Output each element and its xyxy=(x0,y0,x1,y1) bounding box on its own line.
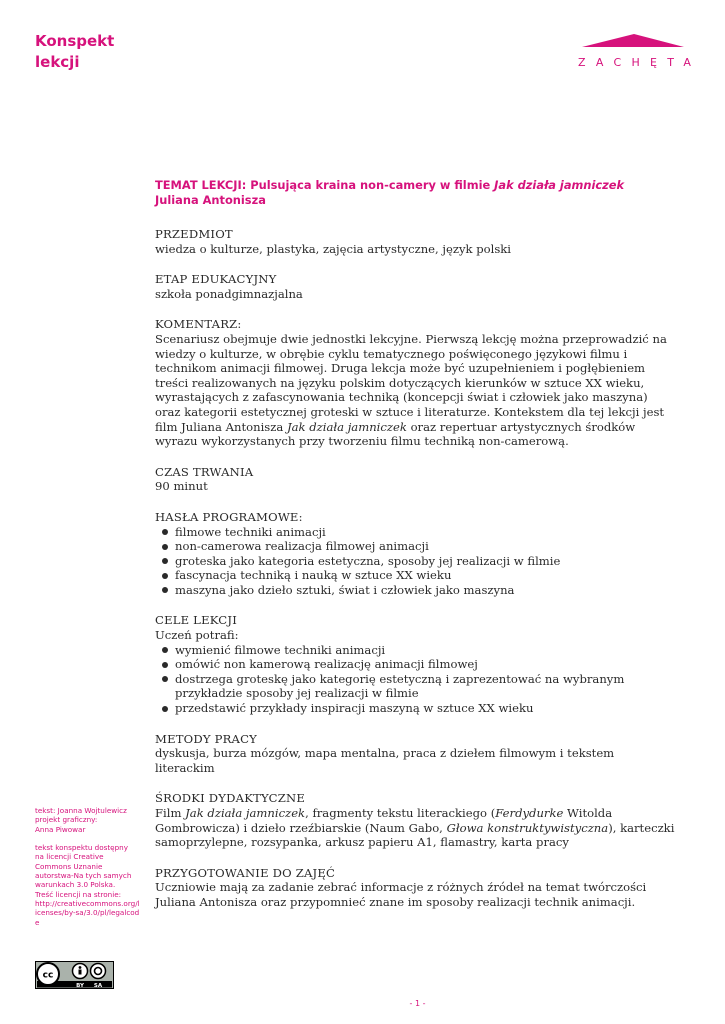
page-number: - 1 - xyxy=(409,999,426,1008)
logo-wordmark: ZACHĘTA xyxy=(578,56,702,69)
section-text: szkoła ponadgimnazjalna xyxy=(155,286,303,301)
section-heading: KOMENTARZ: xyxy=(155,317,242,332)
section-heading: PRZEDMIOT xyxy=(155,227,233,241)
text-run: ), karteczki samoprzylepne, rozsypanka, arkusz papieru A1, flamastry, karta pracy xyxy=(155,820,675,850)
text-run: Scenariusz obejmuje dwie jednostki lekcyjne. Pierwszą lekcję można przeprowadzić na wiedzy o kulturze, w obrębie cyklu tematycznego poświęconego językowi filmu i technikom animacji filmowej. Druga lekcja może być uzupełnieniem i pogłębieniem treści realizowanych na języku polskim dotyczących kierunków w sztuce XX wieku, wyrastających z zafascynowania techniką (koncepcji świat i człowiek jako maszyna) oraz kategorii estetycznej groteski w sztuce i literaturze. Kontekstem dla tej lekcji jest film Juliana Antonisza xyxy=(155,331,667,434)
section-heading: PRZYGOTOWANIE DO ZAJĘĆ xyxy=(155,865,336,880)
list-item: dostrzega groteskę jako kategorię estetyczną i zaprezentować na wybranym przykładzie sposoby jej realizacji w filmie xyxy=(155,672,675,701)
text-run: oraz repertuar artystycznych środków wyrazu wykorzystanych przy tworzeniu filmu techniką non-camerową. xyxy=(155,419,636,449)
text-run: Film xyxy=(155,806,186,820)
topic-label: TEMAT LEKCJI: Pulsująca kraina non-camery w filmie xyxy=(155,178,495,192)
section-text xyxy=(155,332,675,449)
section-text: dyskusja, burza mózgów, mapa mentalna, praca z dziełem filmowym i tekstem literackim xyxy=(155,746,615,775)
section-text: wiedza o kulturze, plastyka, zajęcia artystyczne, język polski xyxy=(155,241,512,256)
list-item: fascynacja techniką i nauką w sztuce XX wieku xyxy=(155,568,675,583)
section-etap xyxy=(155,272,675,301)
roof-icon xyxy=(578,34,686,48)
list-item: filmowe techniki animacji xyxy=(155,525,675,540)
book-title: Ferdydurke xyxy=(495,806,564,820)
cc-by-label: BY xyxy=(76,983,84,989)
zacheta-logo xyxy=(578,34,702,76)
license-text: na licencji Creative Commons Uznanie autorstwa-Na tych samych warunkach 3.0 Polska. xyxy=(35,852,132,890)
section-srodki xyxy=(155,791,675,849)
list-item: non-camerowa realizacja filmowej animacji xyxy=(155,539,675,554)
license-link[interactable]: http://creativecommons.org/licenses/by-sa/3.0/pl/legalcode xyxy=(35,898,140,927)
credit-author: tekst: Joanna Wojtulewicz xyxy=(35,806,127,815)
sculpture-title: Głowa konstruktywistyczna xyxy=(446,820,609,835)
section-text: Uczniowie mają za zadanie zebrać informacje z różnych źródeł na temat twórczości Juliana Antonisza oraz przypomnieć znane im sposoby realizacji technik animacji. xyxy=(155,880,647,909)
list-item: wymienić filmowe techniki animacji xyxy=(155,643,675,658)
section-heading: ŚRODKI DYDAKTYCZNE xyxy=(155,791,305,806)
topic-author: Juliana Antonisza xyxy=(155,193,266,207)
list-item: maszyna jako dzieło sztuki, świat i człowiek jako maszyna xyxy=(155,583,675,598)
section-heading: HASŁA PROGRAMOWE: xyxy=(155,509,303,524)
section-text xyxy=(155,806,675,850)
text-run: , fragmenty tekstu literackiego ( xyxy=(305,806,496,820)
section-heading: METODY PRACY xyxy=(155,731,258,746)
section-hasla xyxy=(155,510,675,598)
list-item: groteska jako kategoria estetyczna, sposoby jej realizacji w filmie xyxy=(155,554,675,569)
hasla-list xyxy=(155,525,675,598)
credit-design-label: projekt graficzny: xyxy=(35,815,98,825)
cc-sa-label: SA xyxy=(93,983,103,989)
title-line-1: Konspekt xyxy=(35,32,115,50)
section-czas xyxy=(155,465,675,494)
text-run: Witolda Gombrowicza) i dzieło rzeźbiarskie (Naum Gabo, xyxy=(155,806,613,835)
credit-designer: Anna Piwowar xyxy=(35,824,86,834)
document-title xyxy=(35,31,114,73)
title-line-2: lekcji xyxy=(35,53,80,71)
credits-sidebar xyxy=(35,806,140,927)
list-item: omówić non kamerową realizację animacji filmowej xyxy=(155,657,675,672)
section-metody xyxy=(155,732,675,776)
film-title: Jak działa jamniczek xyxy=(185,806,306,820)
section-komentarz xyxy=(155,317,675,448)
license-link-label: Treść licencji na stronie: xyxy=(35,889,122,899)
section-heading: ETAP EDUKACYJNY xyxy=(155,272,277,287)
lesson-topic xyxy=(155,178,675,208)
cele-list xyxy=(155,643,675,716)
lesson-content xyxy=(155,178,675,926)
cc-license-icon xyxy=(35,961,114,989)
license-intro: tekst konspektu dostępny xyxy=(35,843,128,853)
section-cele xyxy=(155,613,675,715)
section-przygotowanie xyxy=(155,866,675,910)
section-przedmiot xyxy=(155,227,675,256)
section-intro: Uczeń potrafi: xyxy=(155,628,239,643)
cc-by-sa-badge xyxy=(35,961,114,989)
section-heading: CELE LEKCJI xyxy=(155,613,237,628)
topic-film-title: Jak działa jamniczek xyxy=(494,178,625,192)
spacer xyxy=(35,834,140,843)
film-title: Jak działa jamniczek xyxy=(286,419,407,434)
section-heading: CZAS TRWANIA xyxy=(155,464,254,479)
svg-text:cc: cc xyxy=(42,970,54,981)
list-item: przedstawić przykłady inspiracji maszyną w sztuce XX wieku xyxy=(155,701,675,716)
section-text: 90 minut xyxy=(155,479,208,494)
